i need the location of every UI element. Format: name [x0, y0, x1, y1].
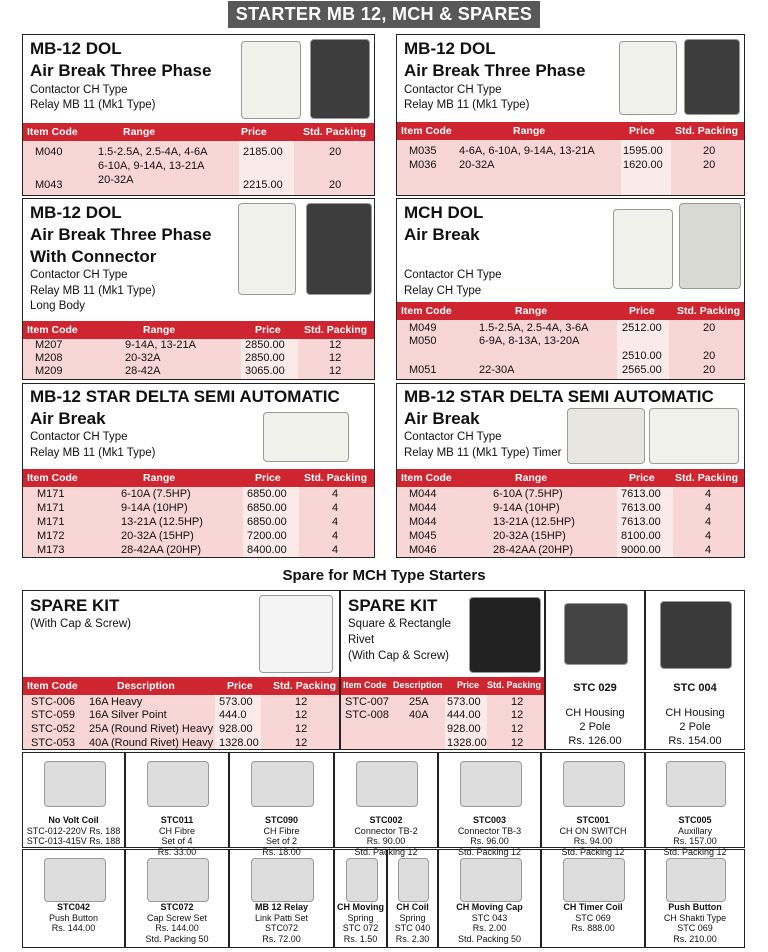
product-code: CH Coil: [396, 902, 429, 912]
starter-image: [613, 209, 673, 289]
panel-mb12-dol: [22, 34, 375, 196]
product-code: STC 029: [573, 682, 617, 694]
table-body: M049 1.5-2.5A, 2.5-4A, 3-6A 2512.00 20 M050 6-9A, 8-13A, 13-20A 2510.00 20 M051 22-30A 2565.00 20: [397, 320, 744, 379]
table-header: Item Code Range Price Std. Packing: [23, 321, 374, 339]
product-desc: Rs. 157.00: [673, 836, 717, 846]
product-cell: [541, 752, 645, 857]
table-body: STC-007 25A 573.00 12 STC-008 40A 444.00 12 928.00 12 1328.00 12: [341, 695, 544, 749]
table-body: M207 9-14A, 13-21A 2850.00 12 M208 20-32A 2850.00 12 M209 28-42A 3065.00 12: [23, 339, 374, 379]
product-desc: Rs. 144.00: [51, 923, 96, 933]
product-desc: Rs. 888.00: [571, 923, 615, 933]
panel-subtitle: Contactor CH Type: [404, 269, 502, 281]
panel-subtitle: (With Cap & Screw): [348, 650, 449, 662]
product-image: [44, 858, 106, 902]
product-desc: STC 069: [575, 912, 611, 923]
product-desc: Rs. 210.00: [673, 933, 717, 944]
product-cell: [541, 846, 645, 948]
product-code: CH Timer Coil: [563, 902, 623, 912]
product-code: STC011: [160, 815, 194, 825]
product-desc: CH ON SWITCH: [559, 825, 627, 836]
panel-title: Air Break: [404, 225, 480, 244]
product-desc: Rs. 1.50: [343, 933, 378, 944]
panel-subtitle: Relay MB 11 (Mk1 Type) Timer: [404, 447, 562, 459]
panel-title: Air Break: [30, 409, 106, 428]
product-code: STC042: [56, 902, 91, 912]
product-desc: Rs. 2.30: [395, 933, 430, 944]
panel-subtitle: Relay MB 11 (Mk1 Type): [404, 99, 530, 111]
panel-title: MB-12 STAR DELTA SEMI AUTOMATIC: [30, 387, 340, 406]
product-desc: Rs. 144.00: [155, 923, 199, 933]
product-desc: STC 043: [471, 912, 508, 923]
panel-subtitle: Contactor CH Type: [30, 431, 128, 443]
product-desc: CH Housing: [565, 707, 625, 719]
product-desc: Rs. 94.00: [573, 836, 613, 846]
product-cell: [438, 846, 541, 948]
product-image: [563, 858, 625, 902]
product-desc: Push Button: [48, 912, 99, 923]
product-image: [356, 761, 418, 807]
starter-open-image: [310, 39, 370, 119]
panel-title: MB-12 STAR DELTA SEMI AUTOMATIC: [404, 387, 714, 406]
panel-title: MB-12 DOL: [404, 39, 496, 58]
product-desc: Std. Packing 12: [354, 846, 418, 857]
product-code: STC005: [678, 815, 712, 825]
product-desc: Std. Packing 12: [561, 846, 625, 857]
product-image: [44, 761, 106, 807]
product-desc: 2 Pole: [579, 721, 611, 733]
product-desc: CH Housing: [665, 707, 725, 719]
table-header: Item Code Range Price Std. Packing: [23, 123, 374, 141]
product-image: [460, 761, 522, 807]
product-code: STC001: [576, 815, 610, 825]
product-image: [398, 858, 429, 902]
product-cell: [438, 752, 541, 857]
table-body: STC-006 16A Heavy 573.00 12 STC-059 16A Silver Point 444.0 12 STC-052 25A (Round Rivet) Heavy 928.00 12 STC-053 40A (Round Rivet) Heavy 1328.00 12: [23, 695, 339, 749]
product-desc: Rs. 90.00: [366, 836, 406, 846]
product-desc: Std. Packing 12: [457, 846, 522, 857]
panel-title: MB-12 DOL: [30, 203, 122, 222]
product-code: CH Moving: [337, 902, 384, 912]
spare-kit-image: [469, 597, 541, 673]
product-image: [666, 858, 726, 902]
panel-subtitle: Relay MB 11 (Mk1 Type): [30, 447, 156, 459]
panel-mb12-dol-connector: [22, 198, 375, 380]
product-image: [251, 858, 314, 902]
spare-kit-image: [259, 595, 333, 673]
product-price: Rs. 126.00: [568, 735, 622, 747]
product-code: STC002: [369, 815, 403, 825]
product-desc: STC 040: [394, 923, 431, 933]
starter-open-image: [567, 408, 645, 464]
product-desc: Connector TB-3: [457, 825, 522, 836]
product-image: [147, 858, 209, 902]
panel-title: Air Break Three Phase: [30, 225, 212, 244]
panel-subtitle: Contactor CH Type: [30, 269, 128, 281]
table-body: M044 6-10A (7.5HP) 7613.00 4 M044 9-14A (10HP) 7613.00 4 M044 13-21A (12.5HP) 7613.00 4 M045 20-32A (15HP) 8100.00 4 M046 28-42AA (20HP) 9000.00 4: [397, 487, 744, 557]
table-body: M040 1.5-2.5A, 2.5-4A, 4-6A 2185.00 20 6-10A, 9-14A, 13-21A M043 20-32A 2215.00 20: [23, 141, 374, 195]
product-desc: Rs. 18.00: [262, 846, 301, 857]
product-desc: CH Shakti Type: [663, 912, 727, 923]
product-cell: [334, 849, 387, 948]
product-cell: [645, 846, 745, 948]
product-desc: Auxillary: [677, 825, 712, 836]
product-desc: STC 069: [677, 923, 713, 933]
product-code: STC072: [160, 902, 194, 912]
panel-title: Air Break Three Phase: [30, 61, 212, 80]
panel-title: Air Break: [404, 409, 480, 428]
starter-image: [238, 203, 296, 295]
product-desc: 2 Pole: [679, 721, 711, 733]
panel-title: SPARE KIT: [30, 596, 120, 615]
panel-subtitle: Square & Rectangle: [348, 618, 451, 630]
panel-title: SPARE KIT: [348, 596, 438, 615]
product-image: [147, 761, 209, 807]
product-stc004: [645, 590, 745, 750]
product-code: STC090: [264, 815, 299, 825]
product-code: STC003: [472, 815, 507, 825]
product-desc: Rs. 2.00: [472, 923, 507, 933]
panel-mch-dol: [396, 198, 745, 380]
product-desc: STC-013-415V Rs. 188: [26, 836, 121, 846]
product-desc: Spring: [399, 912, 426, 923]
panel-mb12-dol-2: [396, 34, 745, 196]
product-desc: Set of 2: [265, 836, 298, 846]
table-header: Item Code Range Price Std. Packing: [397, 122, 744, 140]
product-cell: [229, 752, 334, 857]
panel-subtitle: Contactor CH Type: [404, 84, 502, 96]
product-desc: STC-012-220V Rs. 188: [26, 825, 121, 836]
starter-open-image: [306, 203, 372, 295]
product-code: CH Moving Cap: [456, 902, 523, 912]
product-desc: Cap Screw Set: [146, 912, 208, 923]
panel-subtitle: Contactor CH Type: [404, 431, 502, 443]
product-image: [666, 761, 726, 807]
product-desc: Rs. 96.00: [470, 836, 509, 846]
panel-title: With Connector: [30, 247, 157, 266]
panel-subtitle: Long Body: [30, 300, 85, 312]
product-code: Push Button: [668, 902, 722, 912]
product-cell: [125, 846, 229, 948]
product-desc: Std. Packing 50: [457, 933, 522, 944]
panel-star-delta-timer: [396, 383, 745, 558]
housing-image: [564, 603, 628, 665]
product-desc: Rs. 72.00: [262, 933, 301, 944]
product-desc: STC072: [264, 923, 299, 933]
product-cell: [22, 752, 125, 848]
panel-subtitle: Relay CH Type: [404, 285, 482, 297]
product-code: MB 12 Relay: [254, 902, 309, 912]
product-desc: Spring: [347, 912, 374, 923]
panel-subtitle: Rivet: [348, 634, 375, 646]
product-desc: Link Patti Set: [254, 912, 309, 923]
housing-image: [660, 601, 732, 669]
product-desc: Rs. 33.00: [157, 846, 197, 857]
starter-open-image: [684, 39, 740, 115]
product-image: [563, 761, 625, 807]
product-cell: [645, 752, 745, 857]
product-price: Rs. 154.00: [668, 735, 722, 747]
panel-subtitle: Relay MB 11 (Mk1 Type): [30, 285, 156, 297]
panel-subtitle: Relay MB 11 (Mk1 Type): [30, 99, 156, 111]
product-cell: [334, 752, 438, 857]
product-cell: [125, 752, 229, 857]
table-header: Item Code Description Price Std. Packing: [341, 677, 544, 695]
product-cell: [22, 849, 125, 948]
page-title: STARTER MB 12, MCH & SPARES: [228, 1, 540, 28]
product-image: [251, 761, 314, 807]
table-header: Item Code Description Price Std. Packing: [23, 677, 339, 695]
product-code: STC 004: [673, 682, 717, 694]
starter-image: [241, 41, 301, 119]
product-image: [460, 858, 522, 902]
panel-title: Air Break Three Phase: [404, 61, 586, 80]
product-desc: Std. Packing 12: [663, 846, 727, 857]
table-header: Item Code Range Price Std. Packing: [397, 302, 744, 320]
table-header: Item Code Range Price Std. Packing: [397, 469, 744, 487]
spare-kit-2: [340, 590, 545, 750]
product-desc: STC 072: [342, 923, 379, 933]
product-code: No Volt Coil: [48, 815, 99, 825]
product-desc: CH Fibre: [158, 825, 195, 836]
panel-subtitle: Contactor CH Type: [30, 84, 128, 96]
starter-open-image: [679, 203, 741, 289]
starter-image: [619, 41, 677, 115]
product-stc029: [545, 590, 645, 750]
product-cell: [229, 846, 334, 948]
starter-image: [263, 412, 349, 462]
product-desc: Set of 4: [161, 836, 193, 846]
product-cell: [387, 849, 438, 948]
starter-image: [649, 408, 739, 464]
product-desc: CH Fibre: [263, 825, 300, 836]
panel-star-delta: [22, 383, 375, 558]
panel-subtitle: (With Cap & Screw): [30, 618, 131, 630]
product-desc: Std. Packing 50: [145, 933, 209, 944]
section-heading: Spare for MCH Type Starters: [282, 567, 486, 584]
panel-title: MB-12 DOL: [30, 39, 122, 58]
table-body: M035 4-6A, 6-10A, 9-14A, 13-21A 1595.00 20 M036 20-32A 1620.00 20: [397, 140, 744, 195]
panel-title: MCH DOL: [404, 203, 484, 222]
spare-kit-1: [22, 590, 340, 750]
product-desc: Connector TB-2: [354, 825, 418, 836]
table-body: M171 6-10A (7.5HP) 6850.00 4 M171 9-14A (10HP) 6850.00 4 M171 13-21A (12.5HP) 6850.00 4 M172 20-32A (15HP) 7200.00 4 M173 28-42AA (20HP) 8400.00 4: [23, 487, 374, 557]
table-header: Item Code Range Price Std. Packing: [23, 469, 374, 487]
product-image: [346, 858, 378, 902]
